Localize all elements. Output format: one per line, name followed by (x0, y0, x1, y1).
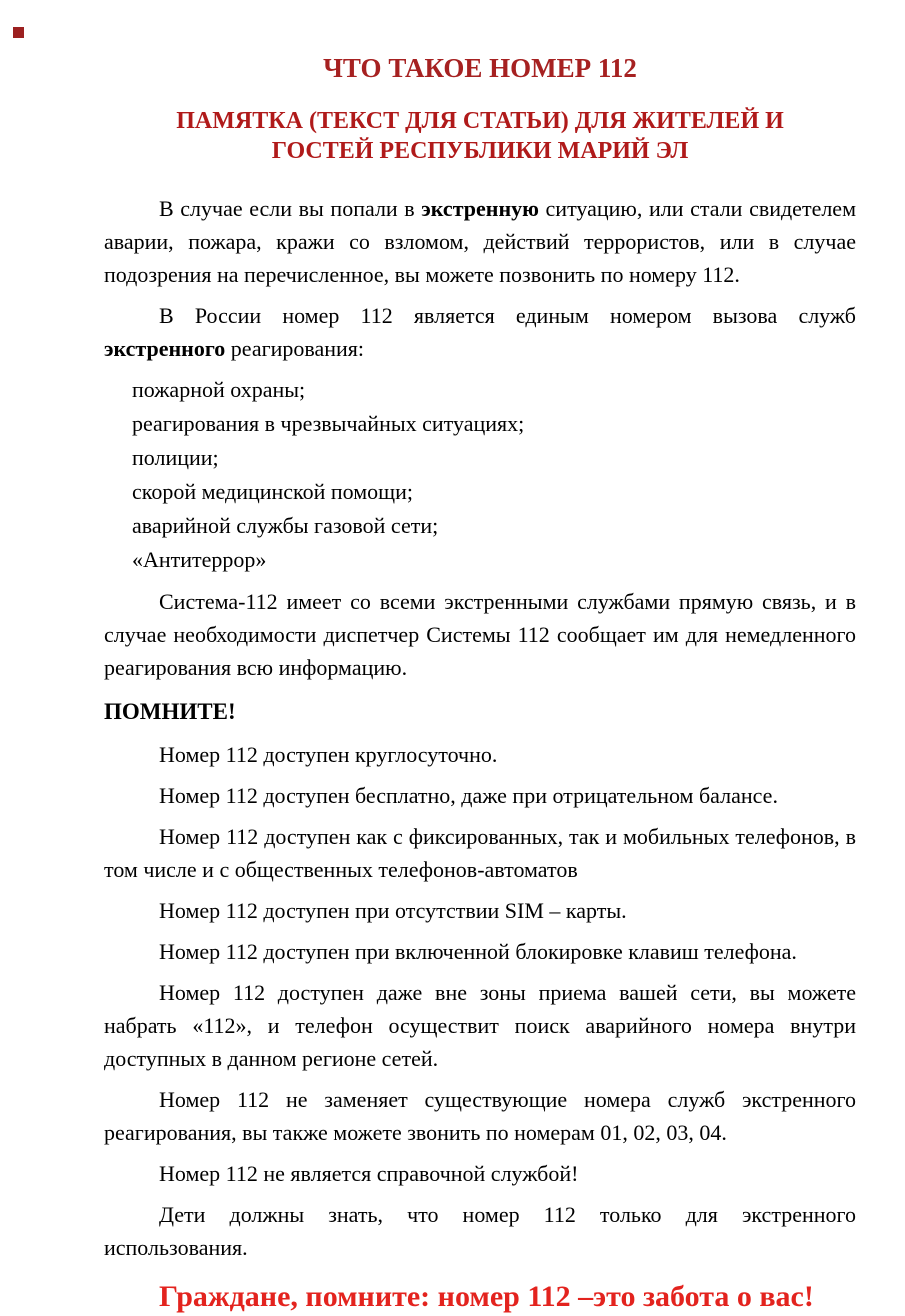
service-item-gas: аварийной службы газовой сети; (132, 513, 439, 539)
service-item-ambulance: скорой медицинской помощи; (132, 479, 414, 505)
remember-item-around-the-clock: Номер 112 доступен круглосуточно. (159, 742, 498, 768)
remember-item-any-phone: Номер 112 доступен как с фиксированных, так и мобильных телефонов, в том числе и с общественных телефонов-автоматов (104, 824, 856, 883)
corner-mark (13, 27, 24, 38)
intro-paragraph-1 (104, 192, 856, 291)
remember-item-not-directory: Номер 112 не является справочной службой! (159, 1161, 579, 1187)
system-paragraph: Система-112 имеет со всеми экстренными службами прямую связь, и в случае необходимости диспетчер Системы 112 сообщает им для немедленного реагирования всю информацию. (104, 589, 856, 681)
intro-paragraph-1-pre: В случае если вы попали в (159, 196, 422, 222)
service-item-fire: пожарной охраны; (132, 377, 306, 403)
service-item-emergency: реагирования в чрезвычайных ситуациях; (132, 411, 525, 437)
service-item-police: полиции; (132, 445, 219, 471)
intro-paragraph-1-post: ситуацию, или стали свидетелем аварии, пожара, кражи со взломом, действий террористов, или в случае подозрения на перечисленное, вы можете позвонить по номеру 112. (104, 196, 856, 288)
page-subtitle: ПАМЯТКА (ТЕКСТ ДЛЯ СТАТЬИ) ДЛЯ ЖИТЕЛЕЙ И ГОСТЕЙ РЕСПУБЛИКИ МАРИЙ ЭЛ (176, 108, 784, 165)
remember-heading: ПОМНИТЕ! (104, 699, 236, 725)
remember-item-out-of-coverage: Номер 112 доступен даже вне зоны приема вашей сети, вы можете набрать «112», и телефон осуществит поиск аварийного номера внутри доступных в данном регионе сетей. (104, 980, 856, 1072)
footer-slogan: Граждане, помните: номер 112 –это забота о вас! (159, 1280, 814, 1314)
intro-paragraph-2-post: реагирования: (225, 336, 365, 362)
remember-item-children: Дети должны знать, что номер 112 только для экстренного использования. (104, 1202, 856, 1261)
remember-item-keylock: Номер 112 доступен при включенной блокировке клавиш телефона. (159, 939, 797, 965)
intro-paragraph-1-bold: экстренную (421, 196, 539, 222)
services-list (132, 373, 856, 577)
page-title: ЧТО ТАКОЕ НОМЕР 112 (323, 53, 637, 83)
intro-paragraph-2 (104, 299, 856, 365)
intro-paragraph-2-bold: экстренного (104, 336, 226, 362)
service-item-antiterror: «Антитеррор» (132, 547, 267, 573)
remember-item-not-replacing: Номер 112 не заменяет существующие номера служб экстренного реагирования, вы также можете звонить по номерам 01, 02, 03, 04. (104, 1087, 856, 1146)
remember-item-no-sim: Номер 112 доступен при отсутствии SIM – карты. (159, 898, 627, 924)
remember-item-free: Номер 112 доступен бесплатно, даже при отрицательном балансе. (159, 783, 778, 809)
intro-paragraph-2-pre: В России номер 112 является единым номером вызова служб (159, 303, 856, 329)
